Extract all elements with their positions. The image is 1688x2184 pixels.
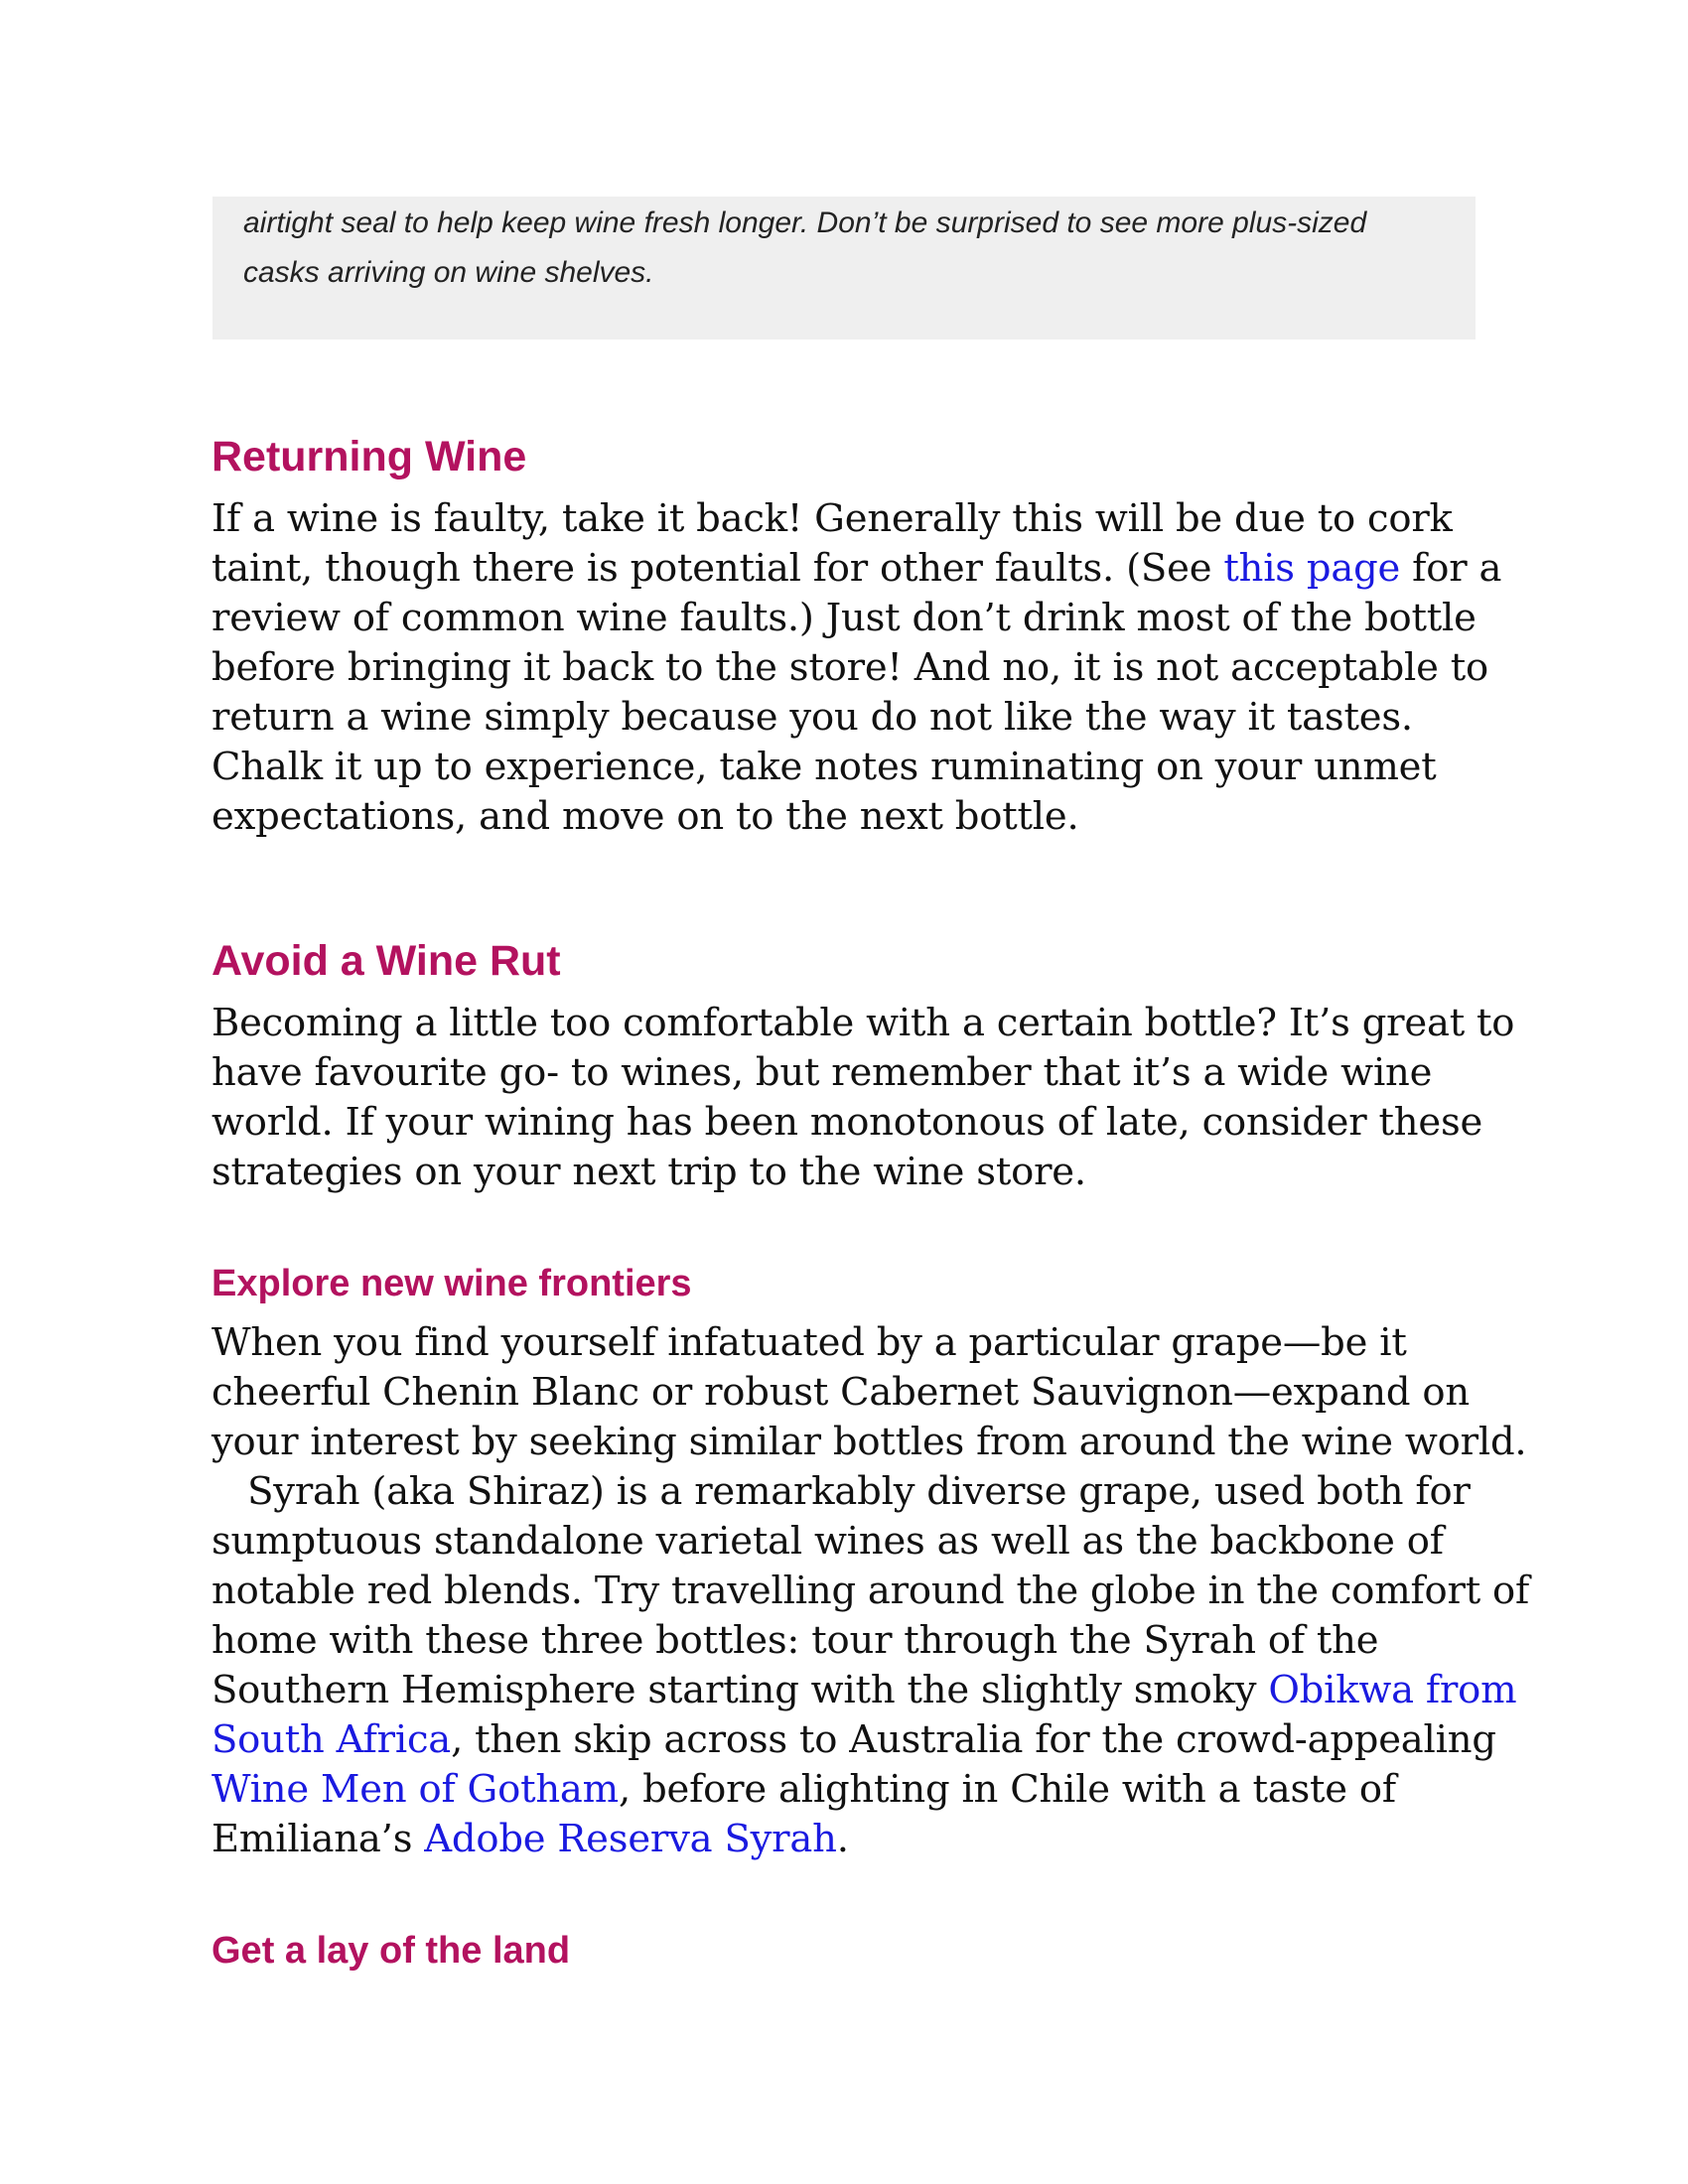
frontiers-line-10-text: , before alighting in Chile with a taste of [619,1767,1396,1812]
frontiers-line-1: When you find yourself infatuated by a particular grape—be it [211,1320,1407,1365]
adobe-reserva-syrah-link[interactable]: Adobe Reserva Syrah [424,1817,837,1861]
rut-line-3: world. If your wining has been monotonous of late, consider these [211,1100,1483,1145]
frontiers-line-10 [211,1767,1396,1812]
returning-line-2 [211,546,1501,591]
returning-line-2-text-b: for a [1400,546,1502,591]
frontiers-line-7: home with these three bottles: tour through the Syrah of the [211,1618,1379,1663]
obikwa-link-part-2[interactable]: South Africa [211,1717,452,1762]
heading-lay-of-the-land: Get a lay of the land [211,1930,571,1972]
returning-line-3: review of common wine faults.) Just don’t drink most of the bottle [211,596,1477,640]
frontiers-line-8 [211,1668,1516,1712]
returning-line-7: expectations, and move on to the next bottle. [211,794,1079,839]
this-page-link[interactable]: this page [1223,546,1401,591]
frontiers-line-9-text: , then skip across to Australia for the crowd-appealing [451,1717,1496,1762]
rut-line-4: strategies on your next trip to the wine store. [211,1150,1086,1194]
heading-explore-frontiers: Explore new wine frontiers [211,1263,692,1304]
heading-avoid-wine-rut: Avoid a Wine Rut [211,937,561,985]
wine-men-of-gotham-link[interactable]: Wine Men of Gotham [211,1767,619,1812]
frontiers-line-2: cheerful Chenin Blanc or robust Cabernet Sauvignon—expand on [211,1370,1470,1415]
frontiers-line-11-text-a: Emiliana’s [211,1817,425,1861]
sidebar-callout-box [212,197,1476,340]
frontiers-line-11 [211,1817,849,1861]
frontiers-line-4: Syrah (aka Shiraz) is a remarkably diverse grape, used both for [211,1469,1471,1514]
heading-returning-wine: Returning Wine [211,433,527,480]
returning-line-4: before bringing it back to the store! And no, it is not acceptable to [211,645,1489,690]
frontiers-line-8-text: Southern Hemisphere starting with the slightly smoky [211,1668,1269,1712]
returning-line-6: Chalk it up to experience, take notes ruminating on your unmet [211,745,1437,789]
frontiers-line-9 [211,1717,1496,1762]
returning-line-2-text-a: taint, though there is potential for other faults. (See [211,546,1224,591]
obikwa-link-part-1[interactable]: Obikwa from [1268,1668,1517,1712]
returning-line-5: return a wine simply because you do not like the way it tastes. [211,695,1413,740]
frontiers-line-11-text-b: . [836,1817,849,1861]
rut-line-2: have favourite go- to wines, but remember that it’s a wide wine [211,1050,1433,1095]
frontiers-line-3: your interest by seeking similar bottles from around the wine world. [211,1420,1527,1464]
returning-line-1: If a wine is faulty, take it back! Generally this will be due to cork [211,496,1453,541]
frontiers-line-6: notable red blends. Try travelling around the globe in the comfort of [211,1569,1530,1613]
callout-line-2: casks arriving on wine shelves. [243,256,654,289]
callout-line-1: airtight seal to help keep wine fresh longer. Don’t be surprised to see more plus-sized [243,206,1367,239]
frontiers-line-5: sumptuous standalone varietal wines as well as the backbone of [211,1519,1444,1564]
rut-line-1: Becoming a little too comfortable with a certain bottle? It’s great to [211,1001,1515,1045]
